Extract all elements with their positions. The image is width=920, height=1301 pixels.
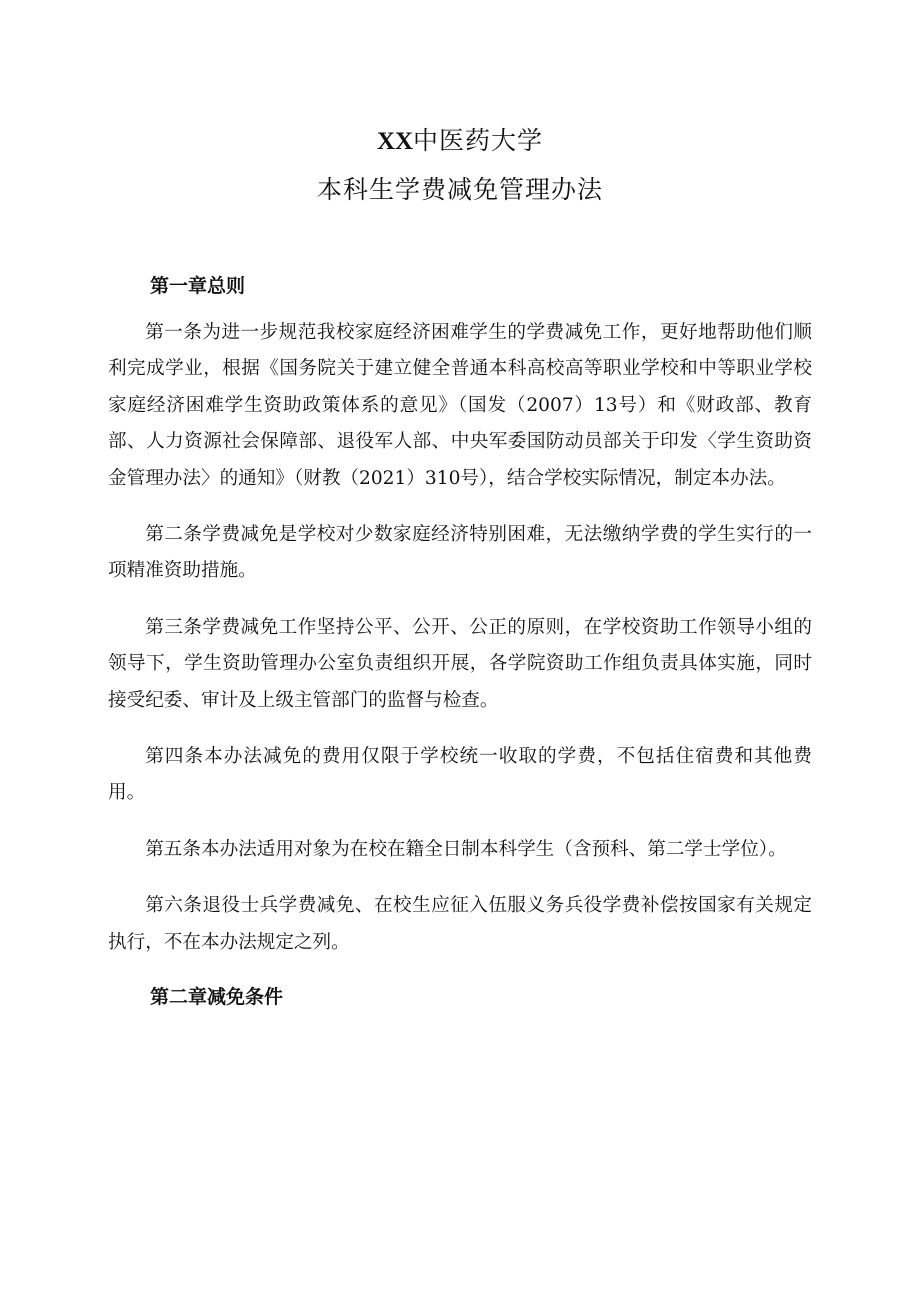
document-title xyxy=(0,126,920,157)
article-3: 第三条学费减免工作坚持公平、公开、公正的原则，在学校资助工作领导小组的领导下，学生资助管理办公室负责组织开展，各学院资助工作组负责具体实施，同时接受纪委、审计及上级主管部门的监督与检查。 xyxy=(108,616,812,711)
title-prefix: XX xyxy=(376,128,414,155)
chapter-1-heading: 第一章总则 xyxy=(150,275,246,297)
article-5: 第五条本办法适用对象为在校在籍全日制本科学生（含预科、第二学士学位）。 xyxy=(145,838,787,860)
document-body xyxy=(108,270,812,1013)
article-1: 第一条为进一步规范我校家庭经济困难学生的学费减免工作，更好地帮助他们顺利完成学业，根据《国务院关于建立健全普通本科高校高等职业学校和中等职业学校家庭经济困难学生资助政策体系的意见》（国发（2007）13号）和《财政部、教育部、人力资源社会保障部、退役军人部、中央军委国防动员部关于印发〈学生资助资金管理办法〉的通知》（财教（2021）310号），结合学校实际情况，制定本办法。 xyxy=(108,322,812,489)
chapter-2-heading: 第二章减免条件 xyxy=(150,986,284,1009)
article-2: 第二条学费减免是学校对少数家庭经济特别困难，无法缴纳学费的学生实行的一项精准资助措施。 xyxy=(108,524,812,582)
document-subtitle: 本科生学费减免管理办法 xyxy=(316,175,603,204)
article-4: 第四条本办法减免的费用仅限于学校统一收取的学费，不包括住宿费和其他费用。 xyxy=(108,746,812,804)
title-university-name: 中医药大学 xyxy=(413,126,544,155)
article-6: 第六条退役士兵学费减免、在校生应征入伍服义务兵役学费补偿按国家有关规定执行，不在本办法规定之列。 xyxy=(108,895,812,953)
